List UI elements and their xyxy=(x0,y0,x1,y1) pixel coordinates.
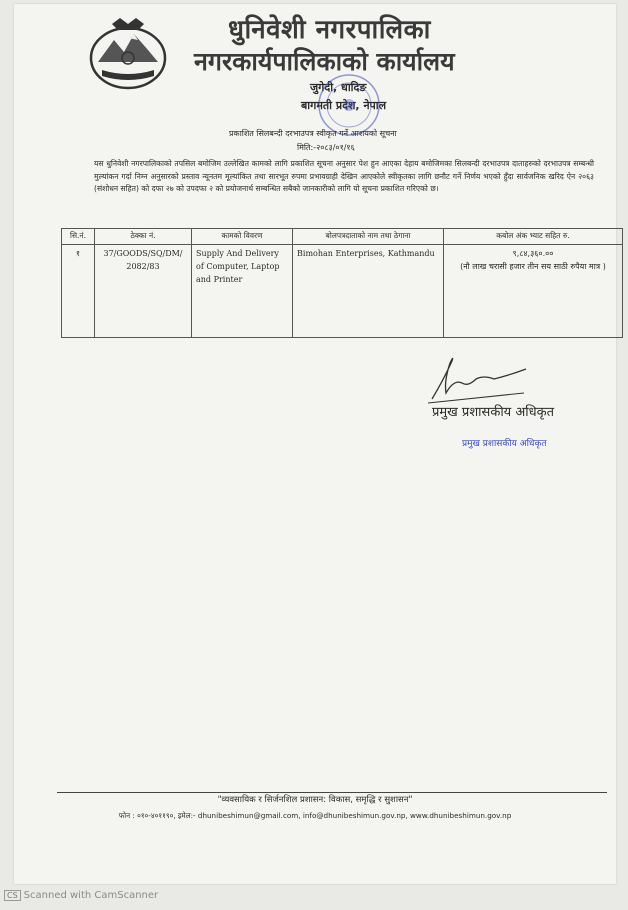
signature-icon xyxy=(424,349,534,409)
notice-subject: प्रकाशित सिलबन्दी दरभाउपत्र स्वीकृत गर्ने आशयको सूचना xyxy=(229,129,397,138)
cell-serial: १ xyxy=(62,245,95,338)
notice-date: मिति:-२०८३/०१/१६ xyxy=(297,143,355,152)
header-serial: सि.नं. xyxy=(62,229,95,245)
notice-page xyxy=(14,4,616,884)
amount-figure: ९,८४,३६०.०० xyxy=(512,249,554,258)
address-line-2: बागमती प्रदेश, नेपाल xyxy=(301,99,387,112)
municipality-emblem-icon xyxy=(88,14,168,94)
footer-contact: फोन : ०१०-४०११९०, इमेल:- dhunibeshimun@gmail.com, info@dhunibeshimun.gov.np, www.dhunibeshimun.gov.np xyxy=(118,811,512,820)
address-line-1: जुगेदी, धादिङ xyxy=(310,81,367,94)
cell-work-description: Supply And Delivery of Computer, Laptop and Printer xyxy=(192,245,293,338)
cell-amount xyxy=(444,245,623,338)
footer-motto: "व्यवसायिक र सिर्जनशिल प्रशासन: विकास, समृद्धि र सुशासन" xyxy=(217,795,413,805)
scanner-label: Scanned with CamScanner xyxy=(23,890,159,901)
notice-body: यस धुनिवेशी नगरपालिकाको तपसिल बमोजिम उल्लेखित कामको लागि प्रकाशित सूचना अनुसार पेश हुन आएका देहाय बमोजिमका सिलबन्दी दरभाउपत्र दाताहरुको दरभाउपत्र सम्बन्धी मुल्यांकन गर्दा निम्न अनुसारको प्रस्ताव न्यूनतम मूल्यांकित तथा सारभूत रुपमा प्रभावग्राही देखिन आएकोले स्वीकृतका लागि छनौट गर्ने निर्णय भएको हुँदा सार्वजनिक खरिद ऐन २०६३ (संशोधन सहित) को दफा २७ को उपदफा २ को प्रयोजनार्थ सम्बन्धित सबैको जानकारीको लागि यो सूचना प्रकाशित गरिएको छ। xyxy=(94,159,594,194)
cell-bidder: Bimohan Enterprises, Kathmandu xyxy=(293,245,444,338)
municipality-title: धुनिवेशी नगरपालिका xyxy=(228,15,431,45)
signatory-stamp: प्रमुख प्रशासकीय अधिकृत xyxy=(462,439,547,449)
footer-divider xyxy=(57,792,607,793)
header-amount: कबोल अंक भ्याट सहित रु. xyxy=(444,229,623,245)
header-contract-no: ठेक्का नं. xyxy=(95,229,192,245)
scanner-watermark xyxy=(4,890,158,901)
header-bidder: बोलपत्रदाताको नाम तथा ठेगाना xyxy=(293,229,444,245)
header-work-description: कामको विवरण xyxy=(192,229,293,245)
signatory-title: प्रमुख प्रशासकीय अधिकृत xyxy=(432,405,555,420)
table-header-row xyxy=(62,229,623,245)
cell-contract-no: 37/GOODS/SQ/DM/ 2082/83 xyxy=(95,245,192,338)
amount-in-words: (नौ लाख चरासी हजार तीन सय साठी रुपैया मात्र ) xyxy=(460,262,606,271)
camscanner-logo-icon: CS xyxy=(4,890,21,901)
bid-table xyxy=(61,228,623,338)
office-title: नगरकार्यपालिकाको कार्यालय xyxy=(194,47,455,76)
table-row xyxy=(62,245,623,338)
